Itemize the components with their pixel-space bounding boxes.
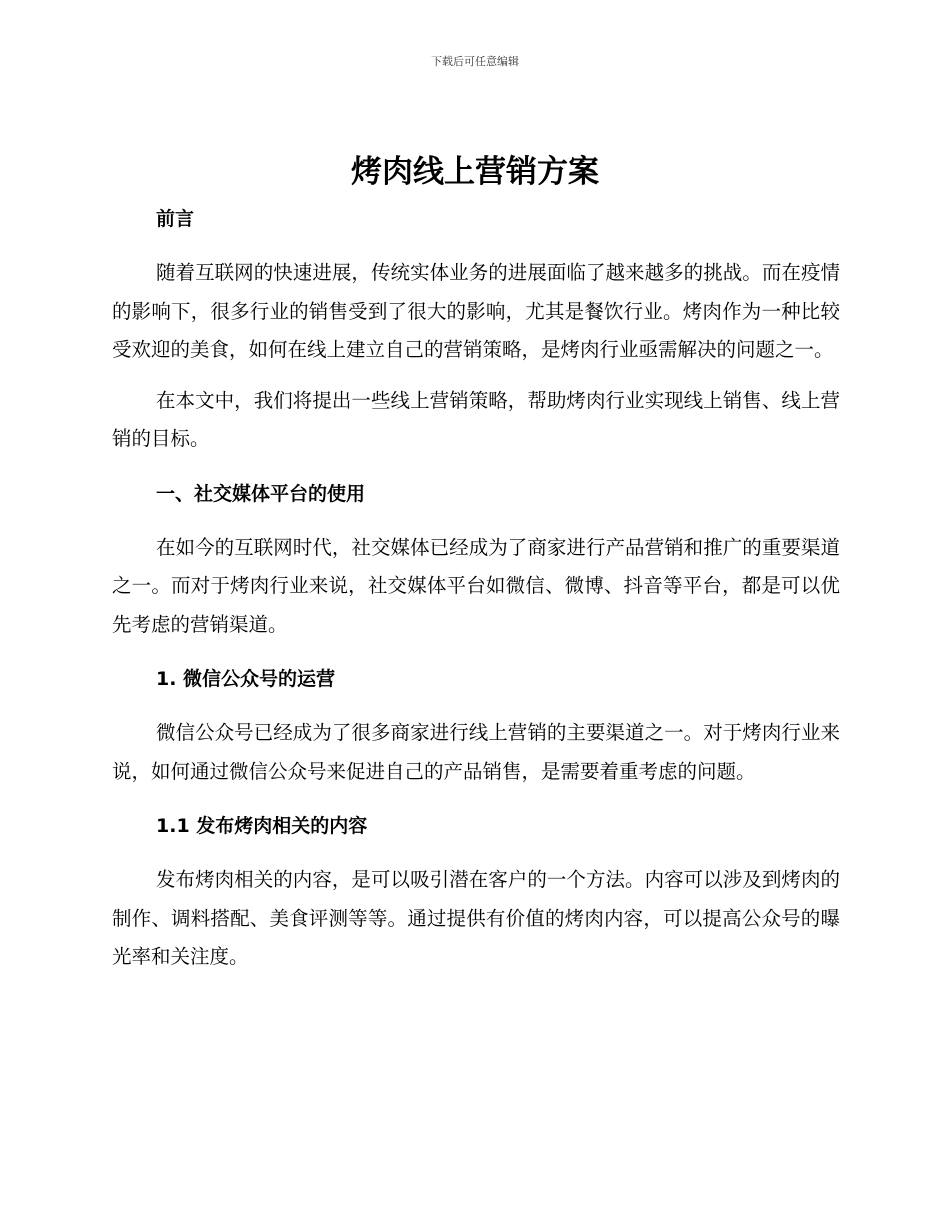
section-heading-content: 1.1 发布烤肉相关的内容 (156, 815, 368, 837)
document-title: 烤肉线上营销方案 (351, 154, 599, 190)
document-body (112, 198, 840, 977)
paragraph-preface-2: 在本文中，我们将提出一些线上营销策略，帮助烤肉行业实现线上销售、线上营销的目标。 (112, 388, 840, 450)
paragraph-social-media-1: 在如今的互联网时代，社交媒体已经成为了商家进行产品营销和推广的重要渠道之一。而对于烤肉行业来说，社交媒体平台如微信、微博、抖音等平台，都是可以优先考虑的营销渠道。 (112, 535, 840, 636)
paragraph-content-1: 发布烤肉相关的内容，是可以吸引潜在客户的一个方法。内容可以涉及到烤肉的制作、调料搭配、美食评测等等。通过提供有价值的烤肉内容，可以提高公众号的曝光率和关注度。 (112, 868, 840, 968)
section-heading-wechat: 1. 微信公众号的运营 (156, 668, 336, 690)
paragraph-preface-1: 随着互联网的快速进展，传统实体业务的进展面临了越来越多的挑战。而在疫情的影响下，很多行业的销售受到了很大的影响，尤其是餐饮行业。烤肉作为一种比较受欢迎的美食，如何在线上建立自己的营销策略，是烤肉行业亟需解决的问题之一。 (112, 261, 840, 361)
section-heading-preface: 前言 (156, 208, 195, 230)
section-heading-social-media: 一、社交媒体平台的使用 (156, 482, 366, 505)
paragraph-wechat-1: 微信公众号已经成为了很多商家进行线上营销的主要渠道之一。对于烤肉行业来说，如何通过微信公众号来促进自己的产品销售，是需要着重考虑的问题。 (112, 721, 840, 783)
header-note: 下载后可任意编辑 (431, 55, 519, 68)
